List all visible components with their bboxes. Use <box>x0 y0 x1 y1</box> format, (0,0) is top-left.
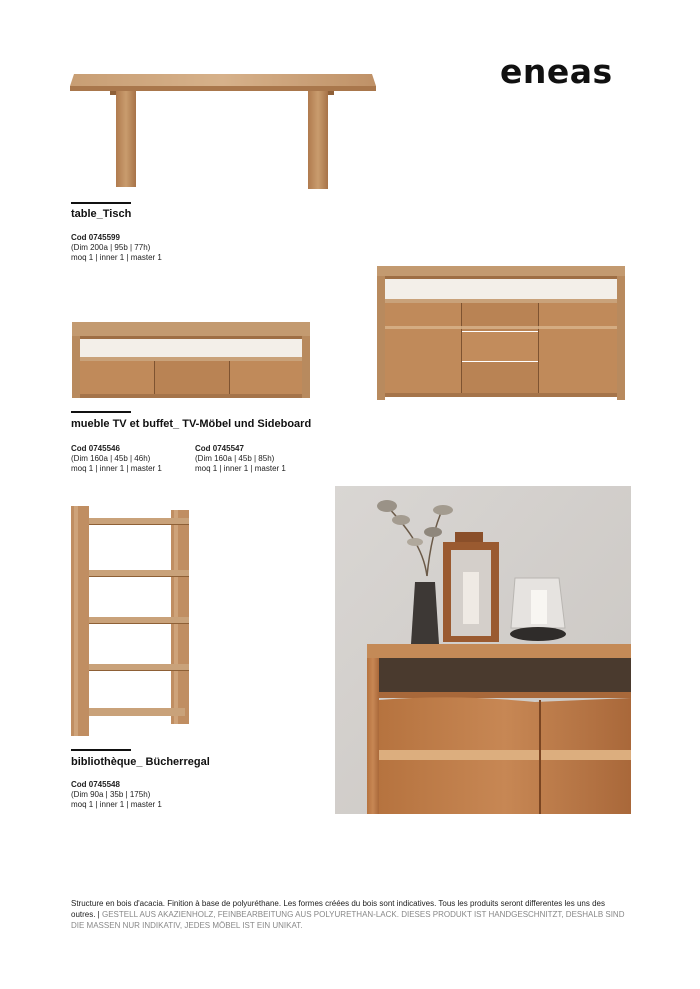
product-code: Cod 0745599 <box>71 233 120 242</box>
product-image-bookshelf <box>71 504 193 738</box>
product-spec <box>71 233 162 263</box>
material-note <box>71 898 631 931</box>
material-note-fr: Structure en bois d'acacia. Finition à base de polyuréthane. Les formes créées du bois sont indicatives. Tous les produits seront differentes les uns des outres. | <box>71 899 605 919</box>
product-moq: moq 1 | inner 1 | master 1 <box>195 464 286 473</box>
product-title: bibliothèque_ Bücherregal <box>71 756 210 768</box>
product-spec <box>71 780 162 810</box>
product-code: Cod 0745548 <box>71 780 120 789</box>
section-divider <box>71 749 131 751</box>
lifestyle-photo <box>335 486 631 814</box>
product-moq: moq 1 | inner 1 | master 1 <box>71 253 162 262</box>
section-divider <box>71 202 131 204</box>
product-image-table <box>70 70 376 192</box>
product-moq: moq 1 | inner 1 | master 1 <box>71 464 162 473</box>
product-dimensions: (Dim 90a | 35b | 175h) <box>71 790 151 799</box>
product-dimensions: (Dim 160a | 45b | 85h) <box>195 454 275 463</box>
section-divider <box>71 411 131 413</box>
product-moq: moq 1 | inner 1 | master 1 <box>71 800 162 809</box>
product-spec <box>71 444 162 474</box>
product-dimensions: (Dim 160a | 45b | 46h) <box>71 454 151 463</box>
product-title: mueble TV et buffet_ TV-Möbel und Sideboard <box>71 418 312 430</box>
product-dimensions: (Dim 200a | 95b | 77h) <box>71 243 151 252</box>
brand-logo: eneas <box>500 52 613 91</box>
product-spec <box>195 444 286 474</box>
product-image-tv-stand <box>72 322 310 400</box>
product-code: Cod 0745546 <box>71 444 120 453</box>
product-image-sideboard <box>377 266 625 400</box>
material-note-de: GESTELL AUS AKAZIENHOLZ, FEINBEARBEITUNG AUS POLYURETHAN-LACK. DIESES PRODUKT IST HANDGESCHNITZT, DESHALB SIND DIE MASSEN NUR INDIKATIV, JEDES MÖBEL IST EIN UNIKAT. <box>71 910 625 930</box>
product-code: Cod 0745547 <box>195 444 244 453</box>
product-title: table_Tisch <box>71 208 132 220</box>
